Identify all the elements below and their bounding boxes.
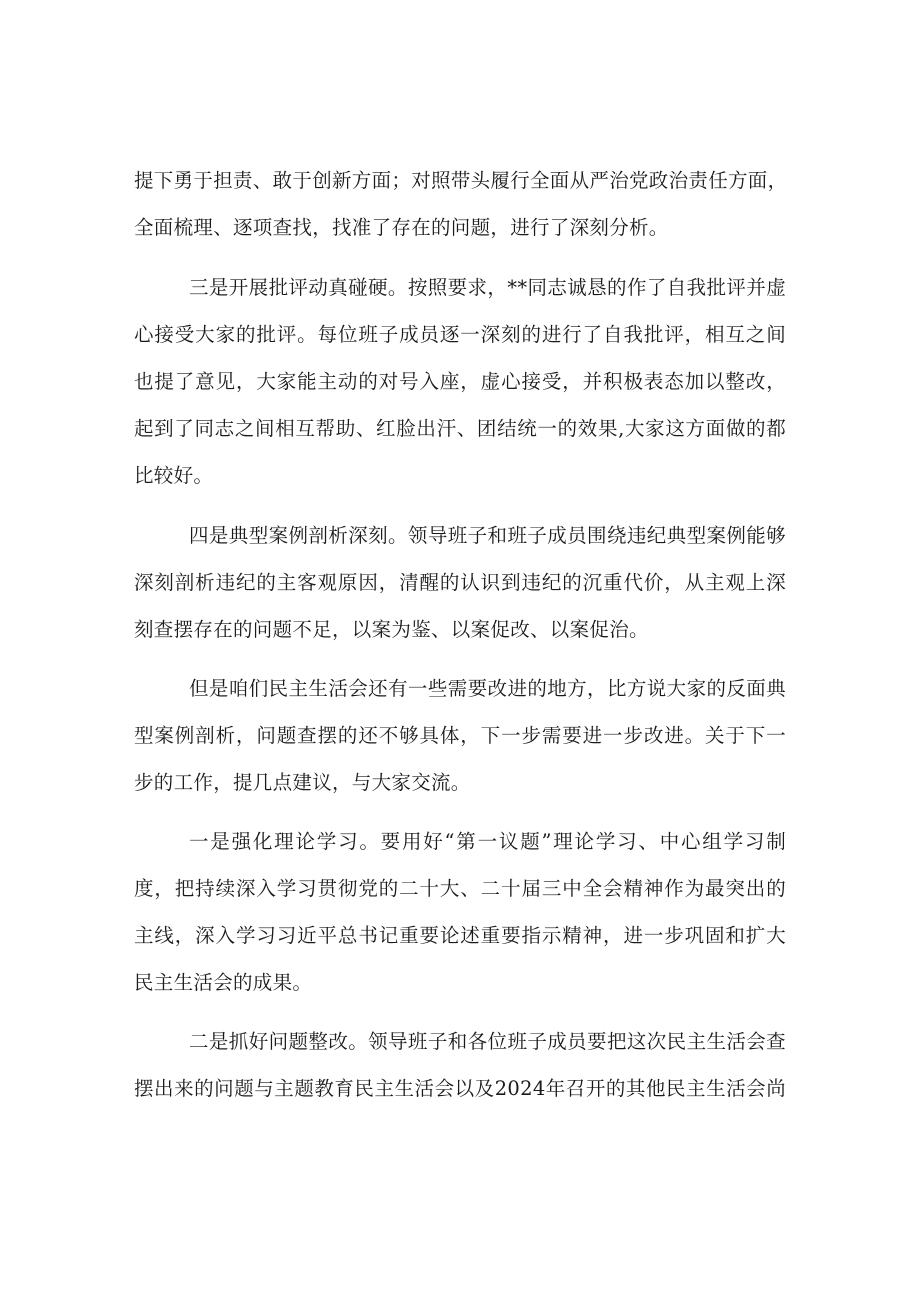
paragraph-line: 民主生活会的成果。 [134,971,313,994]
paragraph-line: 心接受大家的批评。每位班子成员逐一深刻的进行了自我批评，相互之间 [134,323,786,346]
paragraph-line: 但是咱们民主生活会还有一些需要改进的地方，比方说大家的反面典 [189,677,786,700]
paragraph-line: 也提了意见，大家能主动的对号入座，虚心接受，并积极表态加以整改， [134,370,786,393]
paragraph-line: 深刻剖析违纪的主客观原因，清醒的认识到违纪的沉重代价，从主观上深 [134,571,786,594]
paragraph-line: 摆出来的问题与主题教育民主生活会以及2024年召开的其他民主生活会尚 [134,1077,786,1100]
paragraph-line: 步的工作，提几点建议，与大家交流。 [134,771,471,794]
paragraph-line: 四是典型案例剖析深刻。领导班子和班子成员围绕违纪典型案例能够 [189,524,786,547]
paragraph-line: 主线，深入学习习近平总书记重要论述重要指示精神，进一步巩固和扩大 [134,924,786,947]
paragraph-line: 一是强化理论学习。要用好“第一议题”理论学习、中心组学习制 [189,830,786,853]
paragraph-line: 起到了同志之间相互帮助、红脸出汗、团结统一的效果,大家这方面做的都 [134,417,786,440]
paragraph-line: 度，把持续深入学习贯彻党的二十大、二十届三中全会精神作为最突出的 [134,877,786,900]
paragraph-line: 全面梳理、逐项查找，找准了存在的问题，进行了深刻分析。 [134,216,669,239]
paragraph-line: 二是抓好问题整改。领导班子和各位班子成员要把这次民主生活会查 [189,1030,786,1053]
paragraph-line: 刻查摆存在的问题不足，以案为鉴、以案促改、以案促治。 [134,618,649,641]
paragraph-line: 三是开展批评动真碰硬。按照要求，**同志诚恳的作了自我批评并虚 [189,276,786,299]
paragraph-line: 提下勇于担责、敢于创新方面；对照带头履行全面从严治党政治责任方面， [134,169,788,192]
paragraph-line: 比较好。 [134,464,214,487]
paragraph-line: 型案例剖析，问题查摆的还不够具体，下一步需要进一步改进。关于下一 [134,724,786,747]
